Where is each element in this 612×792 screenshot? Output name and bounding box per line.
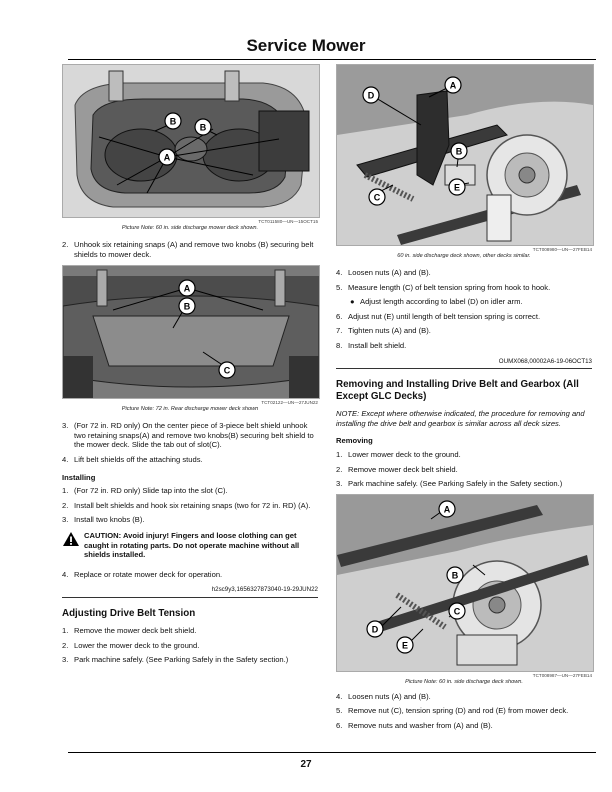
- page-title: Service Mower: [246, 36, 366, 55]
- figure-code: TCT008980—UN—27FEB14: [532, 247, 592, 252]
- step-text: Remove nut (C), tension spring (D) and rod (E) from mower deck.: [348, 706, 569, 716]
- step-text: Park machine safely. (See Parking Safely in the Safety section.): [348, 479, 563, 489]
- step-number: 4.: [336, 268, 343, 277]
- figure-belt-tension: [336, 64, 594, 246]
- callout-label: B: [183, 301, 191, 312]
- section-heading-removing: Removing and Installing Drive Belt and Gearbox (All Except GLC Decks): [336, 379, 579, 403]
- step-number: 4.: [62, 454, 69, 464]
- adjusting-step: [62, 655, 318, 665]
- adjusting-step: [62, 641, 318, 651]
- callout-a: [439, 501, 455, 517]
- figure-drive-belt-removal: [336, 494, 594, 672]
- rear-deck-illustration: [63, 266, 319, 398]
- callout-a: [159, 149, 175, 165]
- callout-a: [445, 77, 461, 93]
- right-column: [336, 64, 592, 736]
- removing-step: [336, 465, 592, 475]
- step-text: Lower mower deck to the ground.: [348, 449, 461, 459]
- reference-code: OUMX068,00002A6-19-06OCT13: [498, 357, 592, 365]
- callout-e: [449, 179, 465, 195]
- installing-step: [62, 515, 318, 525]
- step-number: 3.: [62, 421, 69, 431]
- header-rule: [68, 59, 596, 60]
- tension-step: [336, 283, 592, 293]
- callout-label: E: [401, 640, 409, 651]
- installing-step: [62, 501, 318, 511]
- callout-label: C: [223, 365, 231, 376]
- callout-label: C: [453, 606, 461, 617]
- section-heading-adjusting: Adjusting Drive Belt Tension: [62, 607, 196, 619]
- callout-label: B: [169, 116, 177, 127]
- left-column: [62, 64, 318, 670]
- step-number: 2.: [336, 464, 343, 474]
- figure-caption: Picture Note: 72 in. Rear discharge mower deck shown: [121, 406, 259, 413]
- callout-label: C: [373, 192, 381, 203]
- step-3: [62, 421, 318, 450]
- step-number: 3.: [62, 515, 69, 525]
- figure-code: TCT008987—UN—27FEB14: [532, 672, 592, 678]
- figure-code: TCT02122—UN—27JUN22: [261, 400, 318, 406]
- figure-caption: Picture Note: 60 in. side discharge deck shown.: [405, 678, 523, 685]
- callout-label: D: [367, 90, 375, 101]
- callout-label: B: [451, 570, 459, 581]
- belt-tension-illustration: [337, 65, 593, 245]
- step-number: 1.: [62, 625, 69, 635]
- callout-c: [449, 603, 465, 619]
- step-4: [62, 455, 318, 465]
- tension-step: [336, 312, 592, 322]
- step-text: (For 72 in. RD only) On the center piece of 3-piece belt shield unhook two retaining snaps(A) and remove two knobs(B) securing belt shield to the mower deck. Slide the tab out of slot(C).: [74, 421, 314, 450]
- step-text: Install belt shields and hook six retaining snaps (two for 72 in. RD) (A).: [74, 500, 311, 510]
- figure-code: TCT011580—UN—15OCT15: [258, 219, 318, 224]
- step-number: 5.: [336, 706, 343, 716]
- step-text: Install belt shield.: [348, 340, 407, 350]
- callout-a: [179, 280, 195, 296]
- callout-b: [195, 119, 211, 135]
- figure-rear-discharge-deck: [62, 265, 320, 399]
- footer-rule: [68, 752, 596, 753]
- caution-block: [62, 531, 318, 560]
- callout-label: B: [455, 146, 463, 157]
- figure-caption: 60 in. side discharge deck shown, other decks similar.: [397, 253, 531, 259]
- step-text: Remove nuts and washer from (A) and (B).: [348, 720, 493, 730]
- callout-label: A: [449, 80, 457, 91]
- step-text: Loosen nuts (A) and (B).: [348, 691, 431, 701]
- tension-step: [336, 341, 592, 351]
- bullet-text: Adjust length according to label (D) on idler arm.: [360, 297, 523, 307]
- callout-e: [397, 637, 413, 653]
- callout-b: [165, 113, 181, 129]
- callout-label: E: [453, 182, 461, 193]
- section-rule: [62, 597, 318, 598]
- installing-step: [62, 486, 318, 496]
- removal-step: [336, 692, 592, 702]
- step-text: Adjust nut (E) until length of belt tension spring is correct.: [348, 311, 541, 321]
- callout-label: B: [199, 122, 207, 133]
- callout-b: [451, 143, 467, 159]
- step-number: 1.: [336, 449, 343, 459]
- note-text: NOTE: Except where otherwise indicated, the procedure for removing and installing the drive belt and gearbox is similar across all deck sizes.: [336, 409, 585, 428]
- step-text: (For 72 in. RD only) Slide tap into the slot (C).: [74, 486, 228, 496]
- callout-b: [447, 567, 463, 583]
- step-number: 3.: [62, 655, 69, 665]
- step-text: Unhook six retaining snaps (A) and remove two knobs (B) securing belt shields to mower deck.: [74, 240, 314, 259]
- bullet-dot-icon: ●: [350, 297, 355, 307]
- figure-caption: Picture Note: 60 in. side discharge mower deck shown.: [121, 225, 259, 231]
- step-4-replace: [62, 570, 318, 580]
- step-text: Remove mower deck belt shield.: [348, 464, 458, 474]
- callout-b: [179, 298, 195, 314]
- callout-c: [369, 189, 385, 205]
- installing-heading: Installing: [62, 472, 96, 482]
- removing-step: [336, 479, 592, 489]
- step-text: Lower the mower deck to the ground.: [74, 640, 200, 650]
- callout-label: A: [183, 283, 191, 294]
- step-text: Loosen nuts (A) and (B).: [348, 268, 431, 277]
- step-number: 3.: [336, 479, 343, 489]
- step-number: 6.: [336, 311, 343, 321]
- callout-label: A: [443, 504, 451, 515]
- step-number: 2.: [62, 640, 69, 650]
- adjusting-step: [62, 626, 318, 636]
- step-number: 7.: [336, 326, 343, 336]
- step-text: Replace or rotate mower deck for operation.: [74, 569, 223, 579]
- step-text: Install two knobs (B).: [74, 515, 145, 525]
- step-number: 6.: [336, 720, 343, 730]
- section-rule: [336, 368, 592, 369]
- step-number: 4.: [62, 569, 69, 579]
- tension-step: [336, 268, 592, 278]
- page-number: 27: [300, 759, 312, 770]
- tension-step: [336, 326, 592, 336]
- callout-d: [367, 621, 383, 637]
- step-text: Remove the mower deck belt shield.: [74, 625, 197, 635]
- step-number: 5.: [336, 282, 343, 292]
- warning-triangle-icon: [62, 531, 84, 560]
- figure-mower-deck-top: [62, 64, 320, 218]
- step-number: 4.: [336, 691, 343, 701]
- step-text: Tighten nuts (A) and (B).: [348, 326, 431, 336]
- reference-code: h2sc9y3,1656327873040-19-29JUN22: [211, 586, 318, 594]
- drive-belt-illustration: [337, 495, 593, 671]
- removing-heading: Removing: [336, 436, 373, 446]
- step-number: 1.: [62, 486, 69, 496]
- callout-label: D: [371, 624, 379, 635]
- step-number: 2.: [62, 500, 69, 510]
- removal-step: [336, 706, 592, 716]
- step-number: 2.: [62, 240, 69, 249]
- callout-d: [363, 87, 379, 103]
- tension-bullet: [350, 297, 592, 307]
- step-number: 8.: [336, 340, 343, 350]
- step-text: Lift belt shields off the attaching studs.: [74, 454, 203, 464]
- step-2: [62, 240, 318, 259]
- callout-c: [219, 362, 235, 378]
- caution-text: CAUTION: Avoid injury! Fingers and loose clothing can get caught in rotating parts. Do not operate machine without all shields installed.: [84, 530, 300, 560]
- callout-label: A: [163, 152, 171, 163]
- mower-deck-illustration: [63, 65, 319, 217]
- removing-step: [336, 450, 592, 460]
- step-text: Park machine safely. (See Parking Safely in the Safety section.): [74, 655, 289, 665]
- removal-step: [336, 721, 592, 731]
- step-text: Measure length (C) of belt tension spring from hook to hook.: [348, 282, 551, 292]
